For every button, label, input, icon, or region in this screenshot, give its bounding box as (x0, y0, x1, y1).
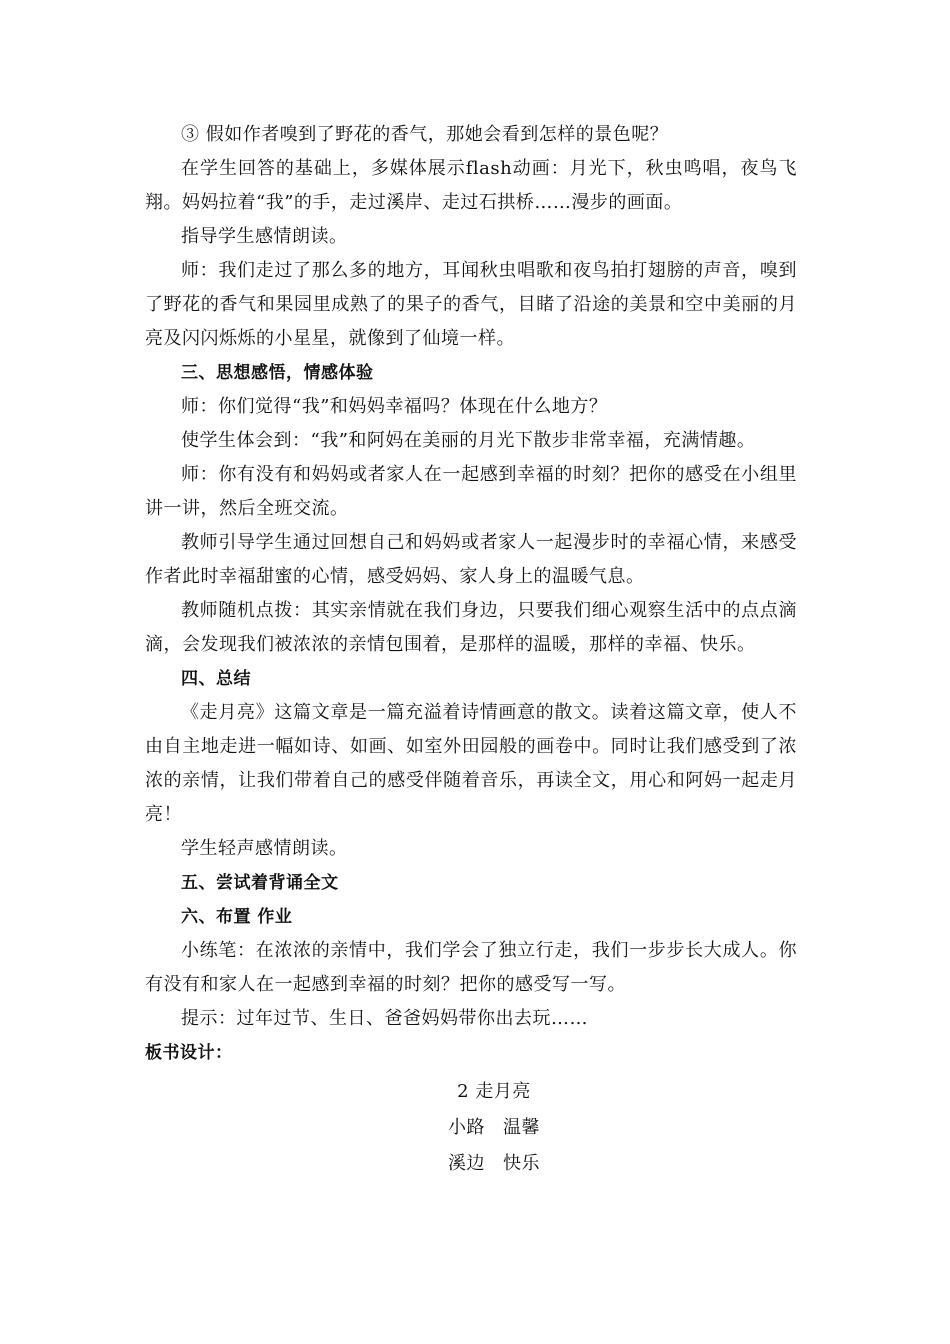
paragraph-teacher-family: 师：你有没有和妈妈或者家人在一起感到幸福的时刻？把你的感受在小组里讲一讲，然后全班交流。 (145, 464, 797, 519)
section-heading-4: 四、总结 (181, 669, 251, 689)
paragraph-teacher-hint: 教师随机点拨：其实亲情就在我们身边，只要我们细心观察生活中的点点滴滴，会发现我们被浓浓的亲情包围着，是那样的温暖，那样的幸福、快乐。 (145, 600, 797, 655)
paragraph-conclusion: 《走月亮》这篇文章是一篇充溢着诗情画意的散文。读着这篇文章，使人不由自主地走进一幅如诗、如画、如室外田园般的画卷中。同时让我们感受到了浓浓的亲情，让我们带着自己的感受伴随着音乐，再读全文，用心和阿妈一起走月亮！ (145, 702, 797, 825)
board-row-2 (191, 1146, 797, 1182)
paragraph-teacher-summary: 师：我们走过了那么多的地方，耳闻秋虫唱歌和夜鸟拍打翅膀的声音，嗅到了野花的香气和果园里成熟了的果子的香气，目睹了沿途的美景和空中美丽的月亮及闪闪烁烁的小星星，就像到了仙境一样。 (145, 260, 797, 349)
board-title: 2 走月亮 (457, 1081, 531, 1102)
paragraph-guide-reading: 指导学生感情朗读。 (181, 226, 348, 247)
paragraph-question-3: ③ 假如作者嗅到了野花的香气，那她会看到怎样的景色呢？ (181, 124, 669, 145)
board-row-1-left: 小路 (448, 1117, 485, 1138)
paragraph-tip: 提示：过年过节、生日、爸爸妈妈带你出去玩…… (181, 1008, 588, 1029)
board-design-heading: 板书设计： (145, 1043, 233, 1063)
section-heading-3: 三、思想感悟，情感体验 (181, 363, 374, 383)
document-page (145, 118, 797, 1182)
section-heading-6: 六、布置 作业 (181, 907, 293, 927)
paragraph-students-read: 学生轻声感情朗读。 (181, 838, 348, 859)
board-row-2-left: 溪边 (448, 1153, 485, 1174)
board-design (145, 1074, 797, 1182)
board-row-2-right: 快乐 (503, 1153, 540, 1174)
paragraph-students-feel: 使学生体会到：“我”和阿妈在美丽的月光下散步非常幸福，充满情趣。 (181, 430, 756, 451)
paragraph-flash-animation: 在学生回答的基础上，多媒体展示flash动画：月光下，秋虫鸣唱，夜鸟飞翔。妈妈拉着“我”的手，走过溪岸、走过石拱桥……漫步的画面。 (145, 158, 797, 213)
section-heading-5: 五、尝试着背诵全文 (181, 873, 339, 893)
paragraph-teacher-question: 师：你们觉得“我”和妈妈幸福吗？体现在什么地方？ (181, 396, 608, 417)
board-row-1 (191, 1110, 797, 1146)
paragraph-teacher-guide: 教师引导学生通过回想自己和妈妈或者家人一起漫步时的幸福心情，来感受作者此时幸福甜蜜的心情，感受妈妈、家人身上的温暖气息。 (145, 532, 797, 587)
board-row-1-right: 温馨 (503, 1117, 540, 1138)
paragraph-exercise: 小练笔：在浓浓的亲情中，我们学会了独立行走，我们一步步长大成人。你有没有和家人在一起感到幸福的时刻？把你的感受写一写。 (145, 940, 797, 995)
